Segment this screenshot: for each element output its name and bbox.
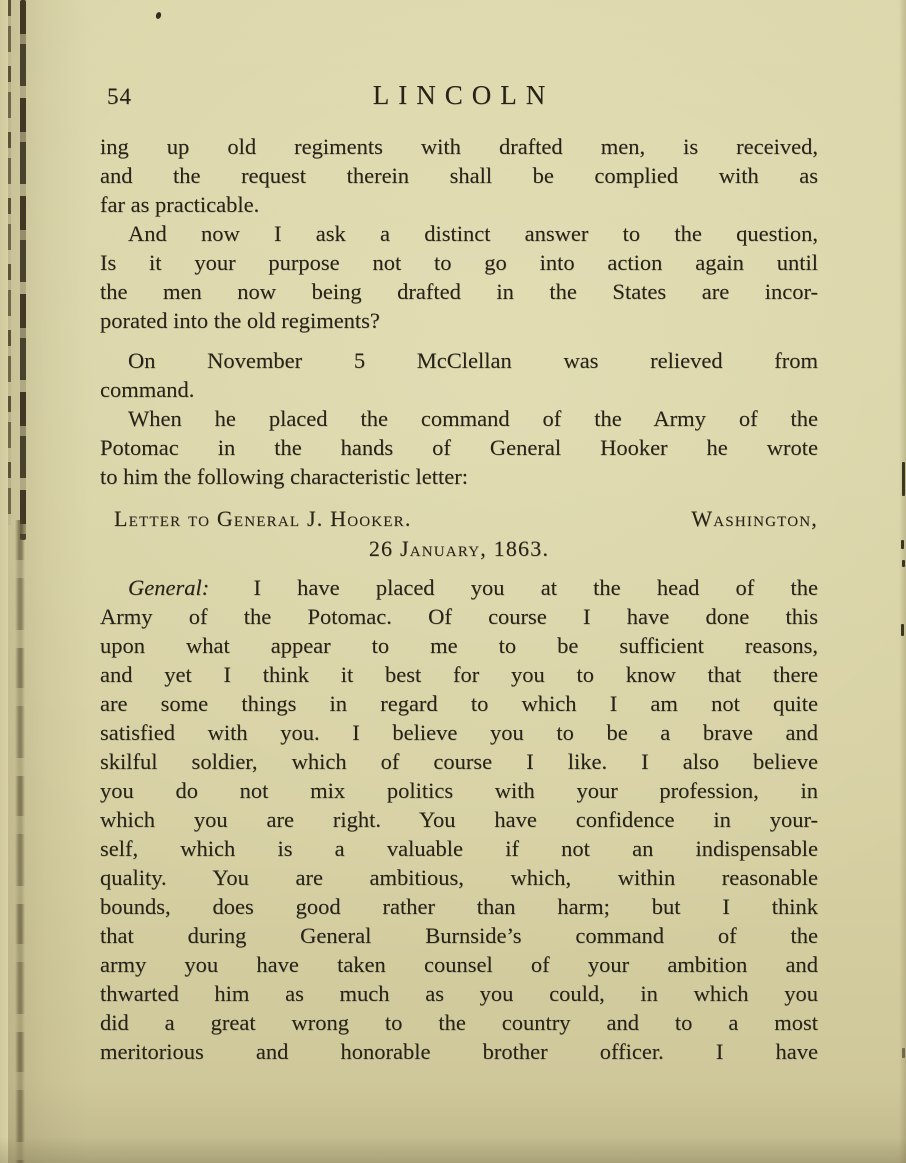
scan-edge-artifact — [901, 540, 904, 549]
text-line: and yet I think it best for you to know that there — [100, 662, 818, 687]
text-line: and the request therein shall be complied with as — [100, 163, 818, 188]
text-line: Is it your purpose not to go into action again until — [100, 250, 818, 275]
text-line: upon what appear to me to be sufficient reasons, — [100, 633, 818, 658]
text-line: And now I ask a distinct answer to the question, — [128, 221, 818, 246]
text-line: thwarted him as much as you could, in which you — [100, 981, 818, 1006]
paragraph-distinct-answer — [100, 219, 818, 335]
page-right-edge-shade — [899, 0, 906, 1163]
text-line: porated into the old regiments? — [100, 308, 380, 333]
text-line: bounds, does good rather than harm; but I think — [100, 894, 818, 919]
text-line: ing up old regiments with drafted men, is received, — [100, 134, 818, 159]
page-header — [100, 80, 818, 110]
scan-edge-artifact — [902, 560, 905, 567]
text-line: quality. You are ambitious, which, within reasonable — [100, 865, 818, 890]
letter-heading-place: Washington, — [691, 506, 818, 531]
text-line: Army of the Potomac. Of course I have done this — [100, 604, 818, 629]
letter-heading — [100, 504, 818, 564]
ink-speck — [155, 11, 162, 19]
letter-heading-title: Letter to General J. Hooker. — [114, 506, 412, 531]
text-column — [100, 80, 818, 1066]
letter-heading-row — [100, 504, 818, 534]
binding-gutter-highlight — [0, 0, 8, 1163]
binding-shadow-line — [20, 0, 26, 540]
paragraph-mcclellan-relieved — [100, 346, 818, 404]
text-line: skilful soldier, which of course I like. I also believe — [100, 749, 818, 774]
text-line: are some things in regard to which I am not quite — [100, 691, 818, 716]
paragraph-continued — [100, 132, 818, 219]
running-header: LINCOLN — [372, 80, 555, 110]
letter-salutation: General: — [128, 575, 210, 600]
text-line: command. — [100, 377, 195, 402]
text-line: meritorious and honorable brother officer. I have — [100, 1039, 818, 1064]
letter-heading-date: 26 January, 1863. — [368, 536, 550, 561]
text-line: did a great wrong to the country and to a most — [100, 1010, 818, 1035]
scan-edge-artifact — [901, 624, 904, 636]
scan-edge-artifact — [902, 1048, 905, 1058]
paragraph-hooker-intro — [100, 404, 818, 491]
text-line: the men now being drafted in the States are incor- — [100, 279, 818, 304]
text-line: army you have taken counsel of your ambition and — [100, 952, 818, 977]
text-line: self, which is a valuable if not an indispensable — [100, 836, 818, 861]
text-line: you do not mix politics with your profession, in — [100, 778, 818, 803]
scan-edge-artifact — [902, 462, 905, 496]
page-bottom-shadow — [0, 1137, 906, 1163]
letter-body-lines — [100, 602, 818, 1066]
letter-first-line-text: I have placed you at the head of the — [253, 575, 819, 600]
text-line: to him the following characteristic letter: — [100, 464, 468, 489]
text-line: that during General Burnside’s command of the — [100, 923, 818, 948]
binding-shadow-line-lower — [15, 520, 25, 1163]
text-line: When he placed the command of the Army of the — [128, 406, 818, 431]
page-number: 54 — [107, 84, 132, 109]
letter-first-line — [100, 573, 818, 602]
text-line: far as practicable. — [100, 192, 260, 217]
text-line: Potomac in the hands of General Hooker he wrote — [100, 435, 818, 460]
binding-edge-line — [8, 0, 11, 525]
letter-body — [100, 573, 818, 1066]
text-line: which you are right. You have confidence in your- — [100, 807, 818, 832]
text-line: satisfied with you. I believe you to be a brave and — [100, 720, 818, 745]
text-line: On November 5 McClellan was relieved from — [128, 348, 818, 373]
